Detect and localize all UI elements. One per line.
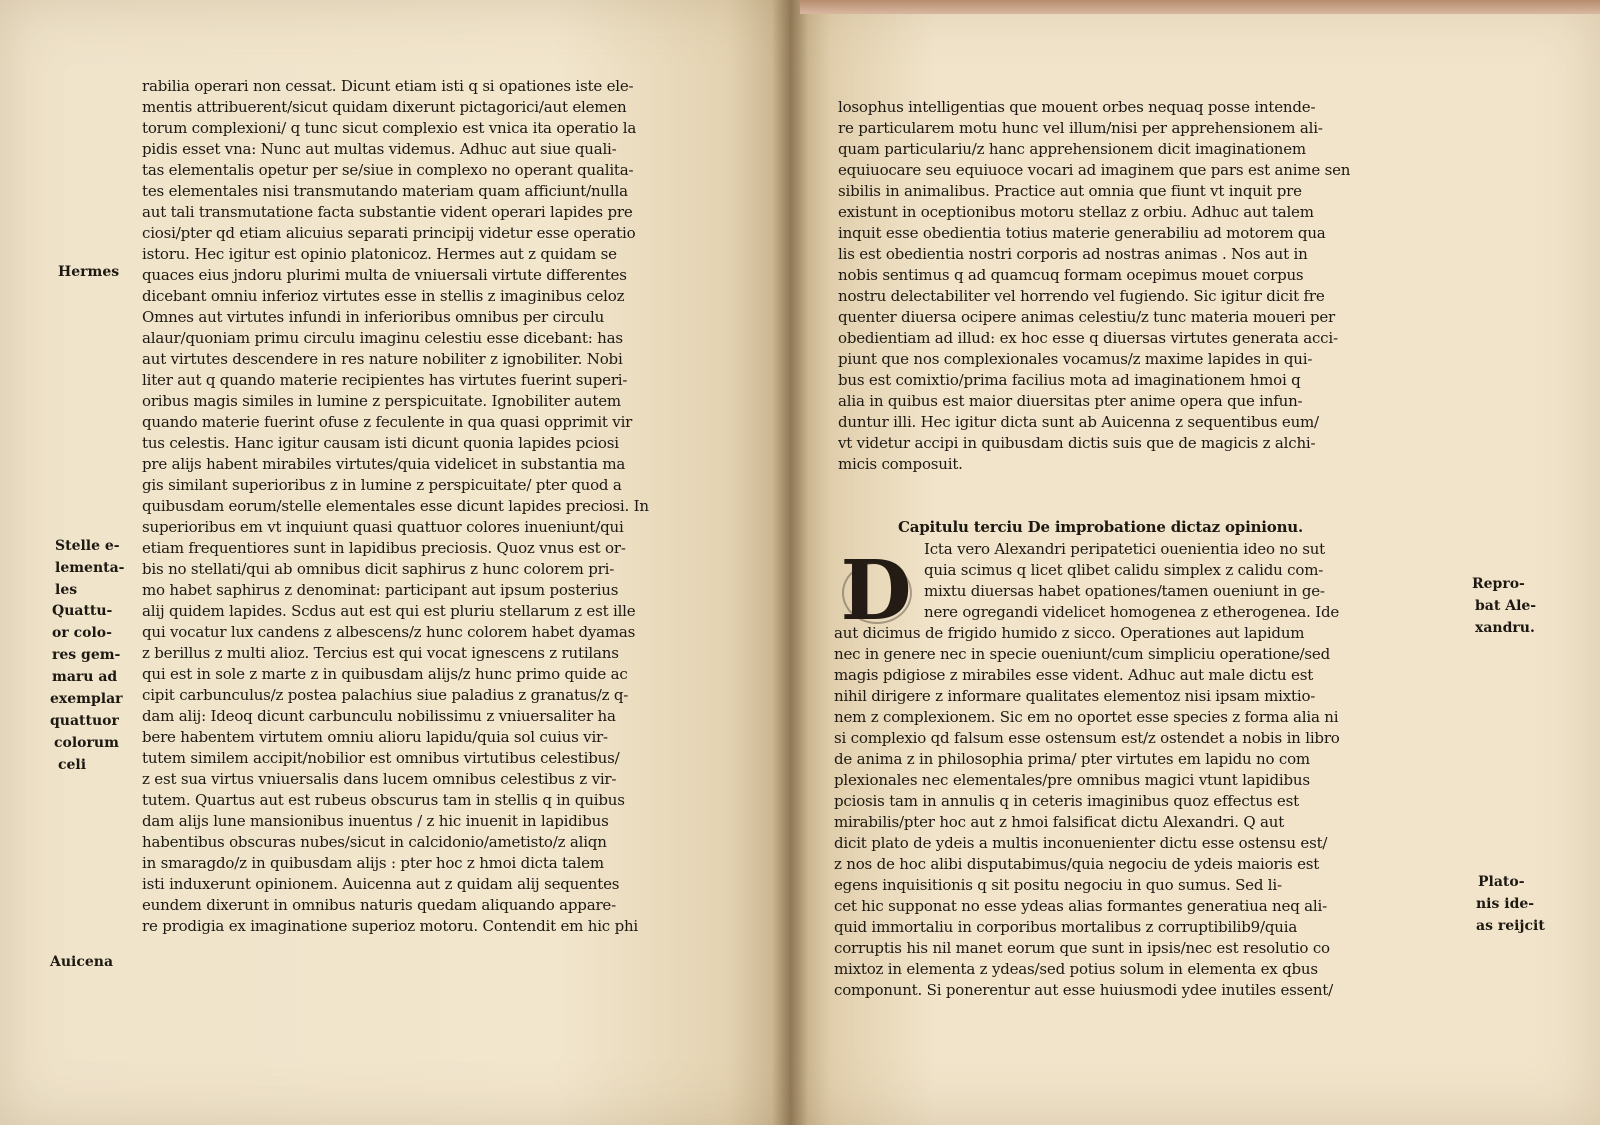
margin-note-plato-2: nis ide-	[1476, 896, 1535, 912]
text-line: nobis sentimus q ad quamcuq formam ocepimus mouet corpus	[838, 266, 1304, 284]
text-line: quando materie fuerint ofuse z feculente in qua quasi opprimit vir	[142, 413, 633, 431]
text-line: egens inquisitionis q sit positu negociu in quo sumus. Sed li-	[834, 876, 1282, 894]
text-line: cet hic supponat no esse ydeas alias formantes generatiua neq ali-	[834, 897, 1327, 915]
text-line: de anima z in philosophia prima/ pter virtutes em lapidu no com	[834, 750, 1310, 768]
text-line: pre alijs habent mirabiles virtutes/quia videlicet in substantia ma	[142, 455, 626, 473]
chapter-heading	[838, 517, 1438, 538]
margin-note-auicena: Auicena	[50, 954, 114, 970]
text-line: eundem dixerunt in omnibus naturis quedam aliquando appare-	[142, 896, 616, 914]
text-line: habentibus obscuras nubes/sicut in calcidonio/ametisto/z aliqn	[142, 833, 607, 851]
text-line: Omnes aut virtutes infundi in inferioribus omnibus per circulu	[142, 308, 605, 326]
margin-note-plato-1: Plato-	[1478, 874, 1525, 890]
text-line: pidis esset vna: Nunc aut multas videmus. Adhuc aut siue quali-	[142, 140, 617, 158]
left-page-text	[142, 76, 762, 937]
margin-note-quattu-4: maru ad	[52, 669, 118, 685]
text-line: mentis attribuerent/sicut quidam dixerunt pictagorici/aut elemen	[142, 98, 627, 116]
text-line: dam alijs lune mansionibus inuentus / z hic inuenit in lapidibus	[142, 812, 609, 830]
book-gutter	[772, 0, 808, 1125]
text-line: corruptis his nil manet eorum que sunt in ipsis/nec est resolutio co	[834, 939, 1330, 957]
margin-note-repro-2: bat Ale-	[1475, 598, 1537, 614]
margin-note-quattu-8: celi	[58, 757, 87, 773]
text-line: etiam frequentiores sunt in lapidibus preciosis. Quoz vnus est or-	[142, 539, 626, 557]
text-line: torum complexioni/ q tunc sicut complexio est vnica ita operatio la	[142, 119, 637, 137]
text-line: si complexio qd falsum esse ostensum est/z ostendet a nobis in libro	[834, 729, 1340, 747]
text-line: tutem similem accipit/nobilior est omnibus virtutibus celestibus/	[142, 749, 620, 767]
text-line: quid immortaliu in corporibus mortalibus z corruptibilib9/quia	[834, 918, 1298, 936]
text-line: cipit carbunculus/z postea palachius siue paladius z granatus/z q-	[142, 686, 629, 704]
text-line: Icta vero Alexandri peripatetici ouenientia ideo no sut	[924, 540, 1326, 558]
text-line: lis est obedientia nostri corporis ad nostras animas . Nos aut in	[838, 245, 1308, 263]
margin-note-hermes: Hermes	[58, 264, 120, 280]
text-line: aut tali transmutatione facta substantie vident operari lapides pre	[142, 203, 633, 221]
text-line: tus celestis. Hanc igitur causam isti dicunt quonia lapides pciosi	[142, 434, 619, 452]
margin-note-repro-1: Repro-	[1472, 576, 1525, 592]
text-line: mixtu diuersas habet opationes/tamen oueniunt in ge-	[924, 582, 1325, 600]
text-line: piunt que nos complexionales vocamus/z maxime lapides in qui-	[838, 350, 1313, 368]
text-line: z nos de hoc alibi disputabimus/quia negociu de ydeis maioris est	[834, 855, 1320, 873]
text-line: dam alij: Ideoq dicunt carbunculu nobilissimu z vniuersaliter ha	[142, 707, 616, 725]
text-line: equiuocare seu equiuoce vocari ad imaginem que pars est anime sen	[838, 161, 1351, 179]
text-line: nostru delectabiliter vel horrendo vel fugiendo. Sic igitur dicit fre	[838, 287, 1325, 305]
text-line: oribus magis similes in lumine z perspicuitate. Ignobiliter autem	[142, 392, 621, 410]
text-line: rabilia operari non cessat. Dicunt etiam isti q si opationes iste ele-	[142, 77, 634, 95]
text-line: nec in genere nec in specie oueniunt/cum simpliciu operatione/sed	[834, 645, 1330, 663]
page-top-edge	[800, 0, 1600, 14]
text-line: inquit esse obedientia totius materie generabiliu ad motorem qua	[838, 224, 1326, 242]
text-line: dicebant omniu inferioz virtutes esse in stellis z imaginibus celoz	[142, 287, 625, 305]
text-line: obedientiam ad illud: ex hoc esse q diuersas virtutes generata acci-	[838, 329, 1338, 347]
text-line: quibusdam eorum/stelle elementales esse dicunt lapides preciosi. In	[142, 497, 649, 515]
margin-note-quattu-5: exemplar	[50, 691, 123, 707]
margin-note-quattu-7: colorum	[54, 735, 119, 751]
margin-note-quattu-2: or colo-	[52, 625, 112, 641]
text-line: liter aut q quando materie recipientes has virtutes fuerint superi-	[142, 371, 628, 389]
text-line: in smaragdo/z in quibusdam alijs : pter hoc z hmoi dicta talem	[142, 854, 604, 872]
text-line: re prodigia ex imaginatione superioz motoru. Contendit em hic phi	[142, 917, 639, 935]
text-line: micis composuit.	[838, 455, 963, 473]
text-line: z berillus z multi alioz. Tercius est qui vocat ignescens z rutilans	[142, 644, 619, 662]
text-line: qui est in sole z marte z in quibusdam alijs/z hunc primo quide ac	[142, 665, 628, 683]
text-line: alij quidem lapides. Scdus aut est qui est pluriu stellarum z est ille	[142, 602, 636, 620]
text-line: bis no stellati/qui ab omnibus dicit saphirus z hunc colorem pri-	[142, 560, 615, 578]
text-line: sibilis in animalibus. Practice aut omnia que fiunt vt inquit pre	[838, 182, 1302, 200]
text-line: quam particulariu/z hanc apprehensionem dicit imaginationem	[838, 140, 1306, 158]
right-page-text-dropcap	[838, 539, 1450, 623]
margin-note-quattu-3: res gem-	[52, 647, 121, 663]
right-page-text-top	[838, 97, 1450, 475]
right-page-text-bottom	[834, 623, 1450, 1001]
text-line: gis similant superioribus z in lumine z perspicuitate/ pter quod a	[142, 476, 622, 494]
text-line: nem z complexionem. Sic em no oportet esse species z forma alia ni	[834, 708, 1339, 726]
margin-note-quattu-1: Quattu-	[52, 603, 113, 619]
text-line: componunt. Si ponerentur aut esse huiusmodi ydee inutiles essent/	[834, 981, 1333, 999]
margin-note-repro-3: xandru.	[1475, 620, 1535, 636]
text-line: z est sua virtus vniuersalis dans lucem omnibus celestibus z vir-	[142, 770, 617, 788]
text-line: mixtoz in elementa z ydeas/sed potius solum in elementa ex qbus	[834, 960, 1318, 978]
text-line: istoru. Hec igitur est opinio platonicoz. Hermes aut z quidam se	[142, 245, 617, 263]
text-line: plexionales nec elementales/pre omnibus magici vtunt lapidibus	[834, 771, 1310, 789]
text-line: nihil dirigere z informare qualitates elementoz nisi ipsam mixtio-	[834, 687, 1316, 705]
text-line: dicit plato de ydeis a multis inconuenienter dictu esse ostensu est/	[834, 834, 1328, 852]
margin-note-stelle-1: Stelle e-	[55, 538, 120, 554]
margin-note-plato-3: as reijcit	[1476, 918, 1545, 934]
text-line: mirabilis/pter hoc aut z hmoi falsificat dictu Alexandri. Q aut	[834, 813, 1285, 831]
text-line: tutem. Quartus aut est rubeus obscurus tam in stellis q in quibus	[142, 791, 625, 809]
text-line: aut dicimus de frigido humido z sicco. Operationes aut lapidum	[834, 624, 1305, 642]
text-line: quaces eius jndoru plurimi multa de vniuersali virtute differentes	[142, 266, 627, 284]
chapter-heading-text: Capitulu terciu De improbatione dictaz opinionu.	[898, 518, 1304, 536]
text-line: qui vocatur lux candens z albescens/z hunc colorem habet dyamas	[142, 623, 636, 641]
text-line: quenter diuersa ocipere animas celestiu/z tunc materia moueri per	[838, 308, 1336, 326]
text-line: alia in quibus est maior diuersitas pter anime opera que infun-	[838, 392, 1303, 410]
text-line: duntur illi. Hec igitur dicta sunt ab Auicenna z sequentibus eum/	[838, 413, 1319, 431]
text-line: nere ogregandi videlicet homogenea z etherogenea. Ide	[924, 603, 1340, 621]
margin-note-stelle-2: lementa-	[55, 560, 125, 576]
text-line: isti induxerunt opinionem. Auicenna aut z quidam alij sequentes	[142, 875, 620, 893]
drop-cap-initial: D	[838, 556, 914, 626]
text-line: ciosi/pter qd etiam alicuius separati principij videtur esse operatio	[142, 224, 636, 242]
text-line: pciosis tam in annulis q in ceteris imaginibus quoz effectus est	[834, 792, 1299, 810]
text-line: bere habentem virtutem omniu alioru lapidu/quia sol cuius vir-	[142, 728, 608, 746]
text-line: tas elementalis opetur per se/siue in complexo no operant qualita-	[142, 161, 634, 179]
text-line: tes elementales nisi transmutando materiam quam afficiunt/nulla	[142, 182, 628, 200]
text-line: magis pdigiose z mirabiles esse vident. Adhuc aut male dictu est	[834, 666, 1314, 684]
text-line: aut virtutes descendere in res nature nobiliter z ignobiliter. Nobi	[142, 350, 623, 368]
text-line: mo habet saphirus z denominat: participant aut ipsum posterius	[142, 581, 619, 599]
text-line: quia scimus q licet qlibet calidu simplex z calidu com-	[924, 561, 1324, 579]
text-line: existunt in oceptionibus motoru stellaz z orbiu. Adhuc aut talem	[838, 203, 1314, 221]
text-line: alaur/quoniam primu circulu imaginu celestiu esse dicebant: has	[142, 329, 623, 347]
text-line: re particularem motu hunc vel illum/nisi per apprehensionem ali-	[838, 119, 1323, 137]
margin-note-quattu-6: quattuor	[50, 713, 119, 729]
text-line: vt videtur accipi in quibusdam dictis suis que de magicis z alchi-	[838, 434, 1316, 452]
text-line: losophus intelligentias que mouent orbes nequaq posse intende-	[838, 98, 1316, 116]
margin-note-stelle-3: les	[55, 582, 78, 598]
text-line: superioribus em vt inquiunt quasi quattuor colores inueniunt/qui	[142, 518, 624, 536]
text-line: bus est comixtio/prima facilius mota ad imaginationem hmoi q	[838, 371, 1301, 389]
